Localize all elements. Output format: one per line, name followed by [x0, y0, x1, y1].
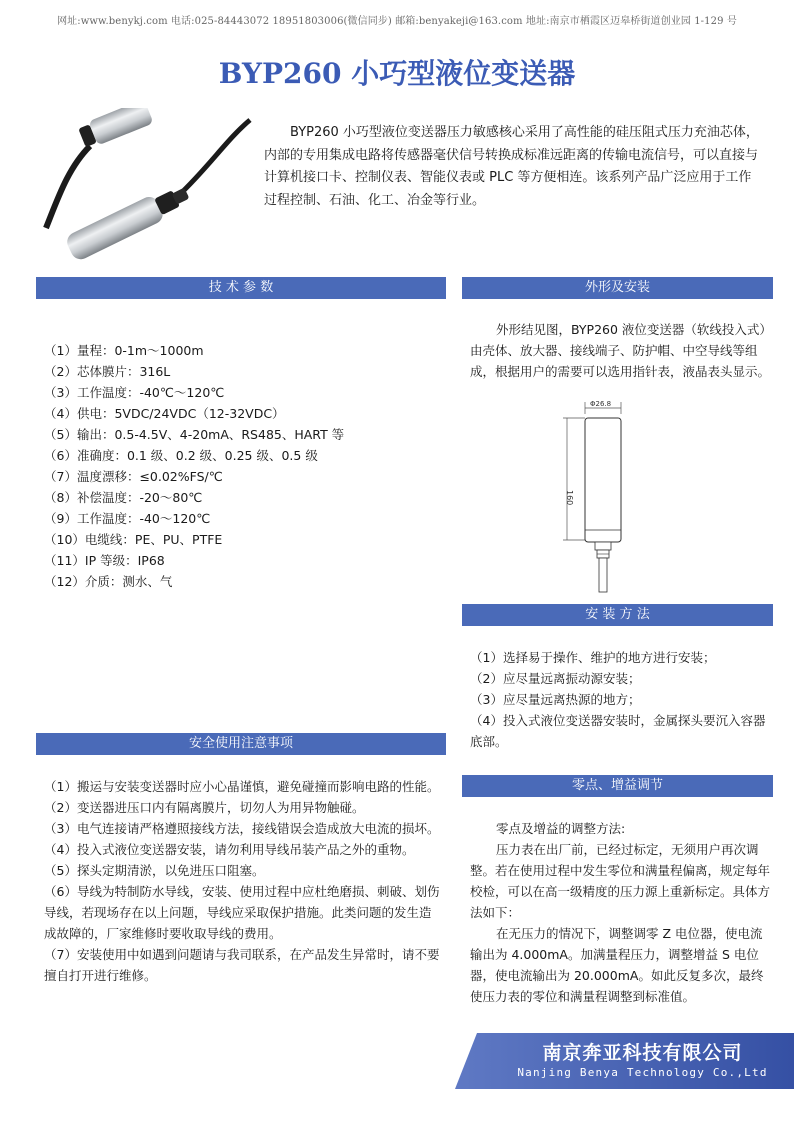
company-name-cn: 南京奔亚科技有限公司: [542, 1042, 743, 1064]
install-list: [470, 647, 770, 752]
list-item: （12）介质：测水、气: [44, 574, 173, 589]
list-item: （4）投入式液位变送器安装，请勿利用导线吊装产品之外的重物。: [44, 842, 415, 857]
list-item: （1）搬运与安装变送器时应小心晶谨慎，避免碰撞而影响电路的性能。: [44, 779, 440, 794]
company-name-en: Nanjing Benya Technology Co.,Ltd: [517, 1066, 768, 1079]
zero-gain-p3: 在无压力的情况下，调整调零 Z 电位器，使电流输出为 4.000mA。加满量程压力，调整增益 S 电位器，使电流输出为 20.000mA。如此反复多次，最终使压力表的零位和满量程调整到标准值。: [470, 926, 764, 1004]
zero-gain-text: [470, 818, 770, 1007]
dimension-drawing: [555, 398, 645, 598]
list-item: （6）导线为特制防水导线，安装、使用过程中应杜绝磨损、刺破、划伤导线，若现场存在以上问题，导线应采取保护措施。此类问题的发生造成故障的，厂家维修时要收取导线的费用。: [44, 884, 440, 941]
zero-gain-header: 零点、增益调节: [462, 775, 773, 797]
page-title: BYP260 小巧型液位变送器: [218, 57, 576, 90]
dimension-length-label: 160: [565, 490, 574, 506]
list-item: （3）工作温度：-40℃～120℃: [44, 385, 225, 400]
dimension-diameter-label: Φ26.8: [590, 400, 612, 408]
zero-gain-p2: 压力表在出厂前，已经过标定，无须用户再次调整。若在使用过程中发生零位和满量程偏离，规定每年校检，可以在高一级精度的压力源上重新标定。具体方法如下：: [470, 842, 771, 920]
contact-line: 网址:www.benykj.com 电话:025-84443072 18951803006(微信同步) 邮箱:benyakeji@163.com 地址:南京市栖霞区迈皋桥街道创业园 1-129 号: [57, 16, 737, 27]
list-item: （10）电缆线：PE、PU、PTFE: [44, 532, 223, 547]
zero-gain-p1: 零点及增益的调整方法:: [496, 821, 626, 836]
list-item: （3）电气连接请严格遵照接线方法，接线错误会造成放大电流的损坏。: [44, 821, 440, 836]
safety-header: 安全使用注意事项: [36, 733, 446, 755]
specs-list: [44, 340, 444, 592]
list-item: （7）温度漂移：≤0.02%FS/℃: [44, 469, 223, 484]
list-item: （2）应尽量远离振动源安装；: [470, 671, 641, 686]
product-photo: [28, 108, 264, 268]
list-item: （8）补偿温度：-20～80℃: [44, 490, 203, 505]
list-item: （7）安装使用中如遇到问题请与我司联系，在产品发生异常时，请不要擅自打开进行维修。: [44, 947, 440, 983]
list-item: （6）准确度：0.1 级、0.2 级、0.25 级、0.5 级: [44, 448, 318, 463]
intro-paragraph: BYP260 小巧型液位变送器压力敏感核心采用了高性能的硅压阻式压力充油芯体，内部的专用集成电路将传感器毫伏信号转换成标准远距离的传输电流信号，可以直接与计算机接口卡、控制仪表、智能仪表或 PLC 等方便相连。该系列产品广泛应用于工作过程控制、石油、化工、冶金等行业。: [264, 125, 759, 208]
install-header: 安 装 方 法: [462, 604, 773, 626]
list-item: （5）输出：0.5-4.5V、4-20mA、RS485、HART 等: [44, 427, 345, 442]
list-item: （3）应尽量远离热源的地方；: [470, 692, 641, 707]
list-item: （2）变送器进压口内有隔离膜片，切勿人为用异物触碰。: [44, 800, 365, 815]
list-item: （9）工作温度：-40～120℃: [44, 511, 211, 526]
list-item: （11）IP 等级：IP68: [44, 553, 165, 568]
list-item: （5）探头定期清淤，以免进压口阻塞。: [44, 863, 265, 878]
list-item: （1）选择易于操作、维护的地方进行安装；: [470, 650, 716, 665]
list-item: （2）芯体膜片：316L: [44, 364, 171, 379]
list-item: （4）供电：5VDC/24VDC（12-32VDC）: [44, 406, 285, 421]
appearance-header: 外形及安装: [462, 277, 773, 299]
appearance-text: 外形结见图，BYP260 液位变送器（软线投入式）由壳体、放大器、接线端子、防护帽、中空导线等组成，根据用户的需要可以选用指针表，液晶表头显示。: [470, 322, 771, 379]
specs-header: 技 术 参 数: [36, 277, 446, 299]
list-item: （1）量程：0-1m～1000m: [44, 343, 204, 358]
safety-list: [44, 776, 440, 986]
list-item: （4）投入式液位变送器安装时，金属探头要沉入容器底部。: [470, 713, 766, 749]
